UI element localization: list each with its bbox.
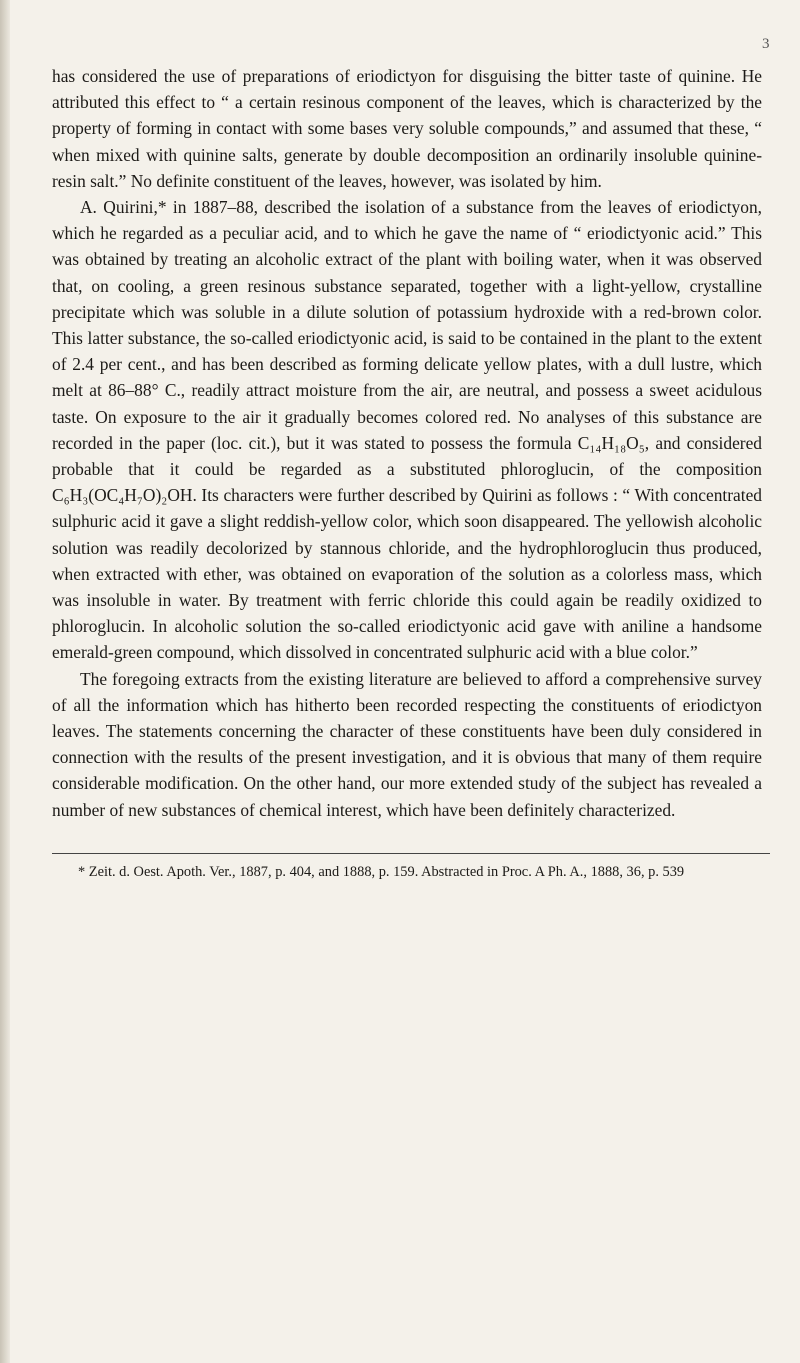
paragraph-2: A. Quirini,* in 1887–88, described the isolation of a substance from the leaves of eriodictyon, which he regarded as a peculiar acid, and to which he gave the name of “ eriodictyonic acid.” This was obtained by treating an alcoholic extract of the plant with boiling water, when it was observed that, on cooling, a green resinous substance separated, together with a light-yellow, crystalline precipitate which was soluble in a dilute solution of potassium hydroxide with a red-brown color. This latter substance, the so-called eriodictyonic acid, is said to be contained in the plant to the extent of 2.4 per cent., and has been described as forming delicate yellow plates, with a dull lustre, which melt at 86–88° C., readily attract moisture from the air, are neutral, and possess a sweet acidulous taste. On exposure to the air it gradually becomes colored red. No analyses of this substance are recorded in the paper (loc. cit.), but it was stated to possess the formula C₁₄H₁₈O₅, and considered probable that it could be regarded as a substituted phloroglucin, of the composition C₆H₃(OC₄H₇O)₂OH. Its characters were further described by Quirini as follows : “ With concentrated sulphuric acid it gave a slight reddish-yellow color, which soon disappeared. The yellowish alcoholic solution was readily decolorized by stannous chloride, and the hydrophloroglucin thus produced, when extracted with ether, was obtained on evaporation of the solution as a colorless mass, which was insoluble in water. By treatment with ferric chloride this could again be readily oxidized to phloroglucin. In alcoholic solution the so-called eriodictyonic acid gave with aniline a handsome emerald-green compound, which dissolved in concentrated sulphuric acid with a blue color.” xyxy=(52,197,762,663)
page-number: 3 xyxy=(762,36,770,52)
footnote-divider xyxy=(52,853,770,854)
body-text xyxy=(52,63,762,823)
footnote: * Zeit. d. Oest. Apoth. Ver., 1887, p. 404, and 1888, p. 159. Abstracted in Proc. A Ph. A., 1888, 36, p. 539 xyxy=(78,864,685,880)
paragraph-1: has considered the use of preparations of eriodictyon for disguising the bitter taste of quinine. He attributed this effect to “ a certain resinous component of the leaves, which is characterized by the property of forming in contact with some bases very soluble compounds,” and assumed that these, “ when mixed with quinine salts, generate by double decomposition an ordinarily insoluble quinine-resin salt.” No definite constituent of the leaves, however, was isolated by him. xyxy=(52,66,762,191)
page-edge-shadow xyxy=(0,0,10,1363)
paragraph-3: The foregoing extracts from the existing literature are believed to afford a comprehensive survey of all the information which has hitherto been recorded respecting the constituents of eriodictyon leaves. The statements concerning the character of these constituents have been duly considered in connection with the results of the present investigation, and it is obvious that many of them require considerable modification. On the other hand, our more extended study of the subject has revealed a number of new substances of chemical interest, which have been definitely characterized. xyxy=(52,668,762,820)
